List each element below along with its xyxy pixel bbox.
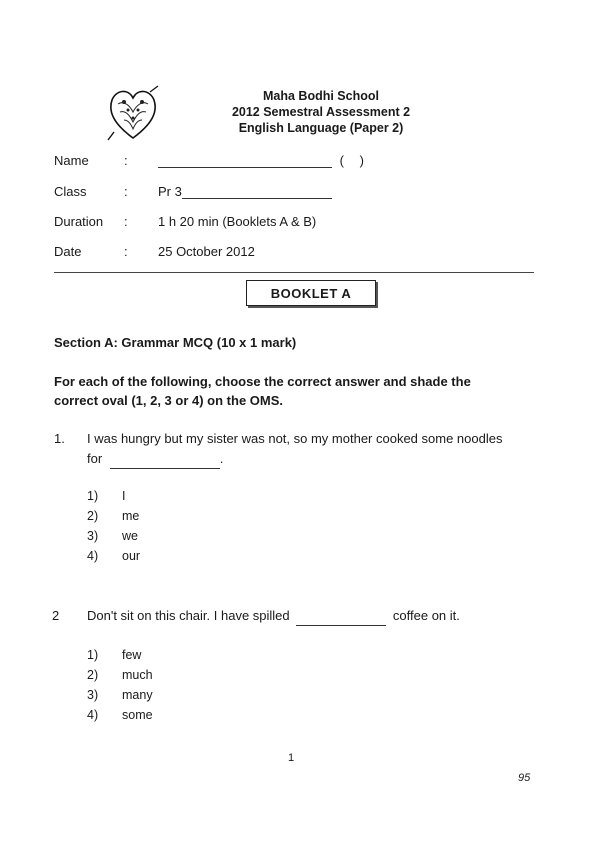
question-2-blank [296,625,386,626]
q2-option-3-number: 3) [87,688,99,702]
question-1-prefix: for [87,451,103,466]
booklet-label-box [246,280,376,306]
class-field [158,184,332,199]
date-label: Date [54,244,82,259]
q1-option-1-text: I [122,489,126,503]
duration-colon: : [124,214,128,229]
question-2-after: coffee on it. [392,608,460,623]
name-field [158,153,370,168]
question-1-number: 1. [54,431,65,446]
q2-option-4-number: 4) [87,708,99,722]
q1-option-4-text: our [122,549,141,563]
q2-option-1-number: 1) [87,648,99,662]
section-title: Section A: Grammar MCQ (10 x 1 mark) [54,335,297,350]
header-divider [54,272,534,273]
date-colon: : [124,244,128,259]
q1-option-1-number: 1) [87,489,99,503]
question-2-text [87,606,537,626]
question-2-number: 2 [52,608,60,623]
duration-value: 1 h 20 min (Booklets A & B) [158,214,317,229]
class-colon: : [124,184,128,199]
question-1-line2 [87,449,537,469]
name-blank [158,167,332,168]
school-logo-icon [104,82,162,142]
q2-option-4-text: some [122,708,153,722]
question-1-line1: I was hungry but my sister was not, so my mother cooked some noodles [87,431,503,446]
q2-option-2-number: 2) [87,668,99,682]
booklet-label: BOOKLET A [270,285,352,301]
class-blank [182,198,332,199]
date-value: 25 October 2012 [158,244,255,259]
q1-option-3-text: we [122,529,138,543]
document-header [206,88,436,136]
name-colon: : [124,153,128,168]
name-label: Name [54,153,89,168]
assessment-title: 2012 Semestral Assessment 2 [231,105,411,119]
question-1-text [87,429,537,469]
school-name: Maha Bodhi School [263,89,379,103]
q2-option-3-text: many [122,688,153,702]
duration-label: Duration [54,214,104,229]
question-1-suffix: . [219,451,224,466]
question-1-blank [110,468,220,469]
page-number: 95 [518,772,531,784]
paper-title: English Language (Paper 2) [238,121,404,135]
q2-option-2-text: much [122,668,153,682]
q2-option-1-text: few [122,648,142,662]
q1-option-3-number: 3) [87,529,99,543]
instruction-text: For each of the following, choose the correct answer and shade the correct oval (1, 2, 3 or 4) on the OMS. [54,374,471,408]
question-2-before: Don't sit on this chair. I have spilled [87,608,290,623]
class-label: Class [54,184,87,199]
name-index-paren: ( ) [339,153,370,168]
page-mark: 1 [288,752,295,764]
q1-option-4-number: 4) [87,549,99,563]
q1-option-2-number: 2) [87,509,99,523]
class-value: Pr 3 [158,184,182,199]
q1-option-2-text: me [122,509,140,523]
